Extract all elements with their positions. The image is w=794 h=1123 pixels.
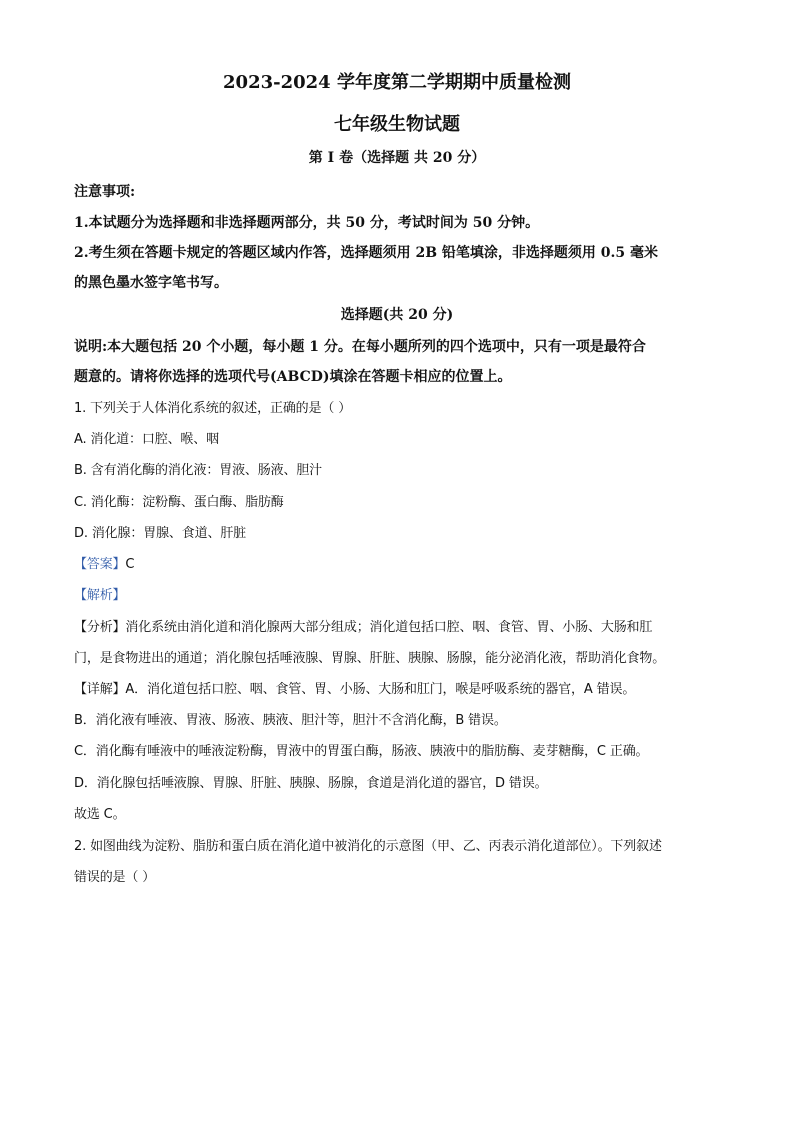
notice-heading: 注意事项: <box>74 184 136 200</box>
fenxi-line-1 <box>74 621 652 634</box>
fenxi-tag: 【分析】 <box>74 620 126 635</box>
section-desc-line-1: 说明:本大题包括 20 个小题，每小题 1 分。在每小题所列的四个选项中，只有一项是最符合 <box>74 339 646 355</box>
xiangjie-line-d: D．消化腺包括唾液腺、胃腺、肝脏、胰腺、肠腺，食道是消化道的器官，D 错误。 <box>74 776 548 791</box>
question-1-option-b: B. 含有消化酶的消化液：胃液、肠液、胆汁 <box>74 463 323 478</box>
question-2-stem-line-1: 2. 如图曲线为淀粉、脂肪和蛋白质在消化道中被消化的示意图（甲、乙、丙表示消化道部位）。下列叙述 <box>74 839 662 854</box>
notice-item-2-line-1: 2.考生须在答题卡规定的答题区域内作答，选择题须用 2B 铅笔填涂，非选择题须用 0.5 毫米 <box>74 245 659 261</box>
question-2-stem-line-2: 错误的是（ ） <box>74 870 156 885</box>
xiangjie-tag: 【详解】 <box>74 682 126 697</box>
question-1-option-a: A. 消化道：口腔、喉、咽 <box>74 432 219 447</box>
fenxi-line-2: 门，是食物进出的通道；消化腺包括唾液腺、胃腺、肝脏、胰腺、肠腺，能分泌消化液，帮助消化食物。 <box>74 651 666 666</box>
section-title: 选择题(共 20 分) <box>340 307 454 323</box>
notice-item-1: 1.本试题分为选择题和非选择题两部分，共 50 分，考试时间为 50 分钟。 <box>74 215 540 231</box>
answer-tag: 【答案】 <box>74 557 126 572</box>
answer-line <box>74 558 134 571</box>
xiangjie-line-b: B．消化液有唾液、胃液、肠液、胰液、胆汁等，胆汁不含消化酶，B 错误。 <box>74 713 507 728</box>
notice-item-2-line-2: 的黑色墨水签字笔书写。 <box>74 275 228 291</box>
question-1-option-c: C. 消化酶：淀粉酶、蛋白酶、脂肪酶 <box>74 495 284 510</box>
exam-subtitle: 七年级生物试题 <box>334 114 460 135</box>
xiangjie-line-a <box>74 683 635 696</box>
answer-value: C <box>125 557 135 572</box>
conclusion: 故选 C。 <box>74 807 126 822</box>
question-1-option-d: D. 消化腺：胃腺、食道、肝脏 <box>74 526 247 541</box>
section-desc-line-2: 题意的。请将你选择的选项代号(ABCD)填涂在答题卡相应的位置上。 <box>74 369 512 385</box>
exam-title: 2023-2024 学年度第二学期期中质量检测 <box>223 72 571 93</box>
question-1-stem: 1. 下列关于人体消化系统的叙述，正确的是（ ） <box>74 401 352 416</box>
xiangjie-line-c: C．消化酶有唾液中的唾液淀粉酶，胃液中的胃蛋白酶，肠液、胰液中的脂肪酶、麦芽糖酶，C 正确。 <box>74 744 649 759</box>
fenxi-text-1: 消化系统由消化道和消化腺两大部分组成；消化道包括口腔、咽、食管、胃、小肠、大肠和肛 <box>125 620 653 635</box>
volume-heading: 第 I 卷（选择题 共 20 分） <box>308 150 486 166</box>
analysis-tag: 【解析】 <box>74 588 126 603</box>
xiangjie-text-a: A．消化道包括口腔、咽、食管、胃、小肠、大肠和肛门，喉是呼吸系统的器官，A 错误。 <box>125 682 636 697</box>
